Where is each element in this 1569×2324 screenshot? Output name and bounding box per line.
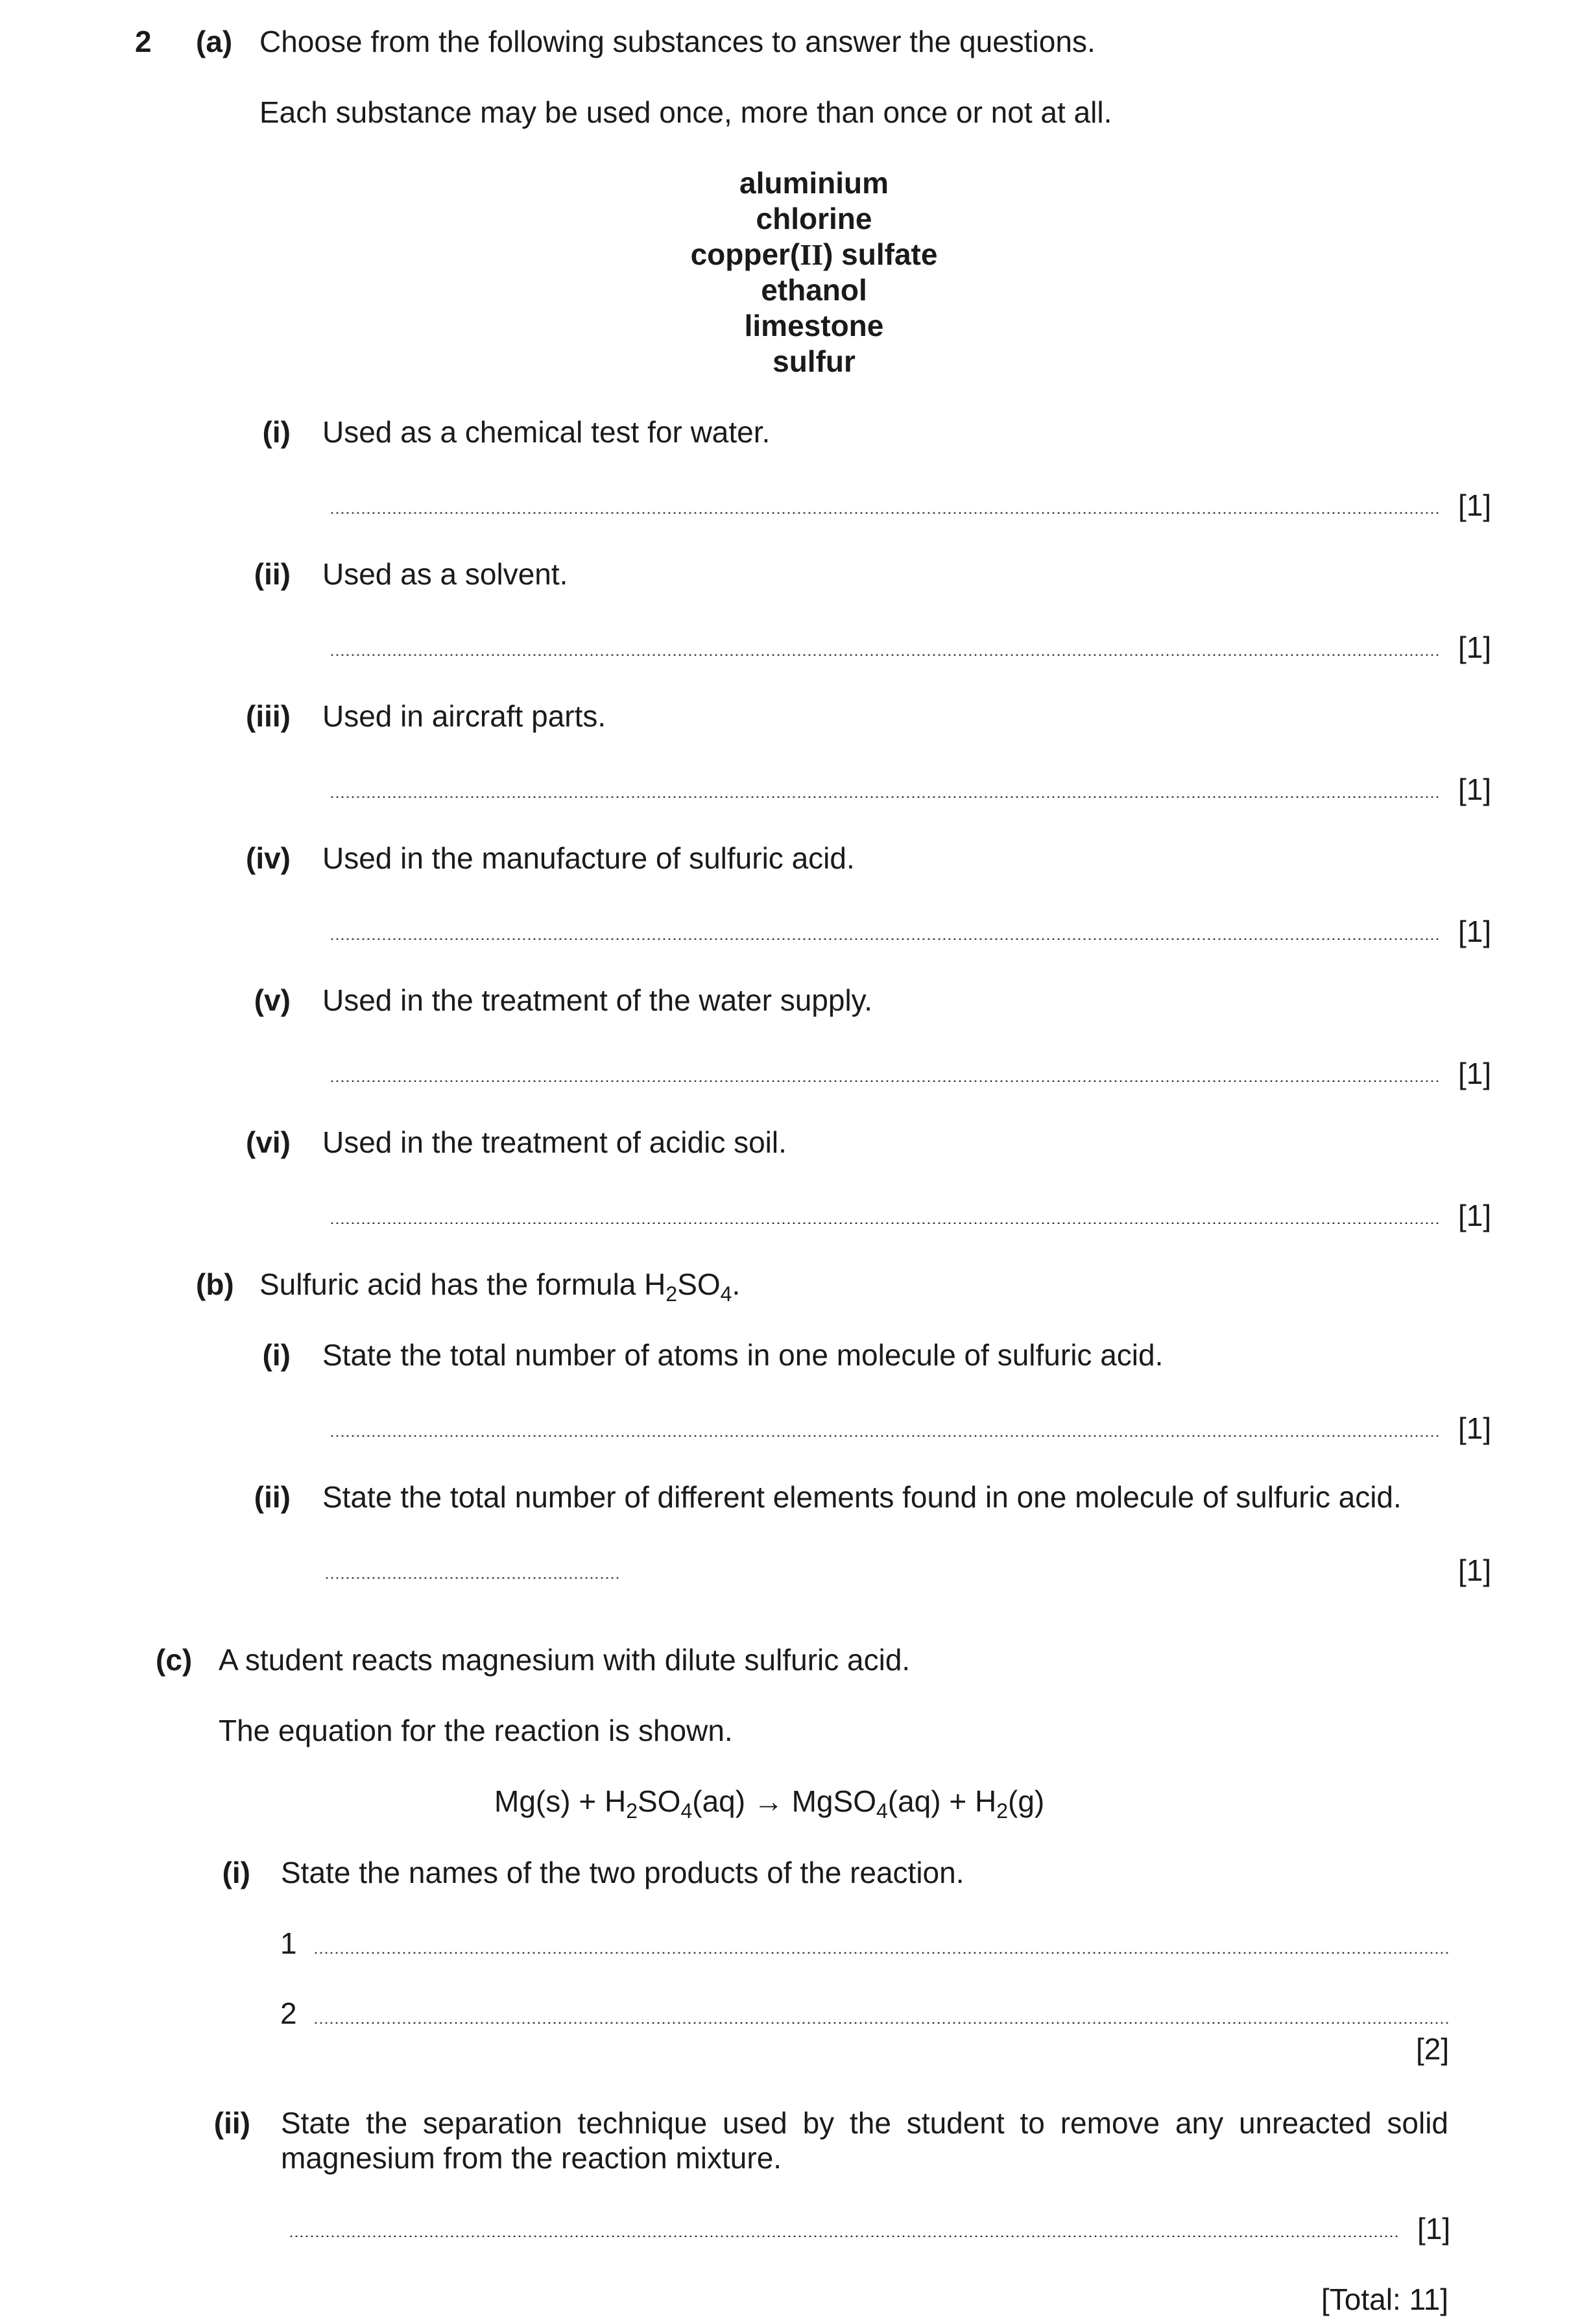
item-mark: [2] xyxy=(1416,2032,1450,2066)
answer-line[interactable] xyxy=(329,1080,1440,1082)
answer-line[interactable] xyxy=(329,1222,1440,1224)
item-label: (i) xyxy=(222,1856,250,1889)
part-a-note: Each substance may be used once, more than once or not at all. xyxy=(259,95,1112,129)
item-mark: [1] xyxy=(1458,488,1492,522)
substance-aluminium: aluminium xyxy=(739,166,889,200)
item-text-line2: magnesium from the reaction mixture. xyxy=(281,2141,782,2175)
part-b-label: (b) xyxy=(196,1267,234,1301)
answer-line[interactable] xyxy=(313,2022,1448,2024)
item-label: (v) xyxy=(254,983,291,1017)
substance-limestone: limestone xyxy=(744,309,884,342)
part-b-intro: Sulfuric acid has the formula $H_2SO_4$. xyxy=(259,1267,741,1306)
item-text: Used in the treatment of the water supply. xyxy=(322,983,873,1017)
item-mark: [1] xyxy=(1458,630,1492,664)
item-text: Used as a chemical test for water. xyxy=(322,415,771,449)
answer-line[interactable] xyxy=(289,2235,1399,2237)
item-label: (vi) xyxy=(246,1125,291,1159)
item-label: (i) xyxy=(262,1338,291,1372)
part-a-intro: Choose from the following substances to answer the questions. xyxy=(259,25,1096,58)
total-marks: [Total: 11] xyxy=(1321,2282,1449,2316)
item-text: State the names of the two products of the reaction. xyxy=(281,1856,964,1889)
item-text: Used in aircraft parts. xyxy=(322,699,606,733)
part-a-label: (a) xyxy=(196,25,233,58)
item-mark: [1] xyxy=(1417,2212,1451,2246)
item-label: (ii) xyxy=(254,1480,291,1514)
item-text: Used in the manufacture of sulfuric acid. xyxy=(322,841,855,875)
substance-sulfur: sulfur xyxy=(773,344,856,378)
answer-line[interactable] xyxy=(329,796,1440,798)
question-number: 2 xyxy=(135,25,152,58)
part-c-note: The equation for the reaction is shown. xyxy=(219,1714,733,1747)
answer-line[interactable] xyxy=(329,512,1440,514)
item-label: (ii) xyxy=(213,2106,250,2140)
substance-chlorine: chlorine xyxy=(756,202,872,235)
part-c-intro: A student reacts magnesium with dilute sulfuric acid. xyxy=(219,1643,911,1677)
item-label: (iv) xyxy=(246,841,291,875)
answer-line[interactable] xyxy=(329,654,1440,656)
substance-list xyxy=(649,165,979,379)
item-mark: [1] xyxy=(1458,1411,1492,1445)
item-label: (i) xyxy=(262,415,291,449)
item-mark: [1] xyxy=(1458,1057,1492,1090)
answer-number: 2 xyxy=(280,1996,297,2030)
part-c-label: (c) xyxy=(156,1643,193,1677)
item-text: Used as a solvent. xyxy=(322,557,568,591)
answer-line[interactable] xyxy=(329,1435,1440,1437)
item-label: (ii) xyxy=(254,557,291,591)
reaction-equation: $Mg(s) + H_2SO_4(aq)$ → MgSO$_4$(aq) + $H_2(g)$ xyxy=(494,1784,1045,1823)
answer-line[interactable] xyxy=(324,1577,621,1579)
item-mark: [1] xyxy=(1458,773,1492,806)
item-text: Used in the treatment of acidic soil. xyxy=(322,1125,787,1159)
item-text: State the total number of atoms in one molecule of sulfuric acid. xyxy=(322,1338,1164,1372)
substance-ethanol: ethanol xyxy=(761,273,867,307)
item-text-line1: State the separation technique used by the student to remove any unreacted solid xyxy=(281,2106,1448,2140)
answer-line[interactable] xyxy=(313,1952,1448,1954)
item-mark: [1] xyxy=(1458,1199,1492,1232)
answer-line[interactable] xyxy=(329,938,1440,940)
item-label: (iii) xyxy=(246,699,291,733)
item-text: State the total number of different elements found in one molecule of sulfuric acid. xyxy=(322,1480,1402,1514)
answer-number: 1 xyxy=(280,1926,297,1960)
item-mark: [1] xyxy=(1458,1553,1492,1587)
item-mark: [1] xyxy=(1458,915,1492,948)
substance-copper-sulfate: copper(II) sulfate xyxy=(690,237,938,271)
